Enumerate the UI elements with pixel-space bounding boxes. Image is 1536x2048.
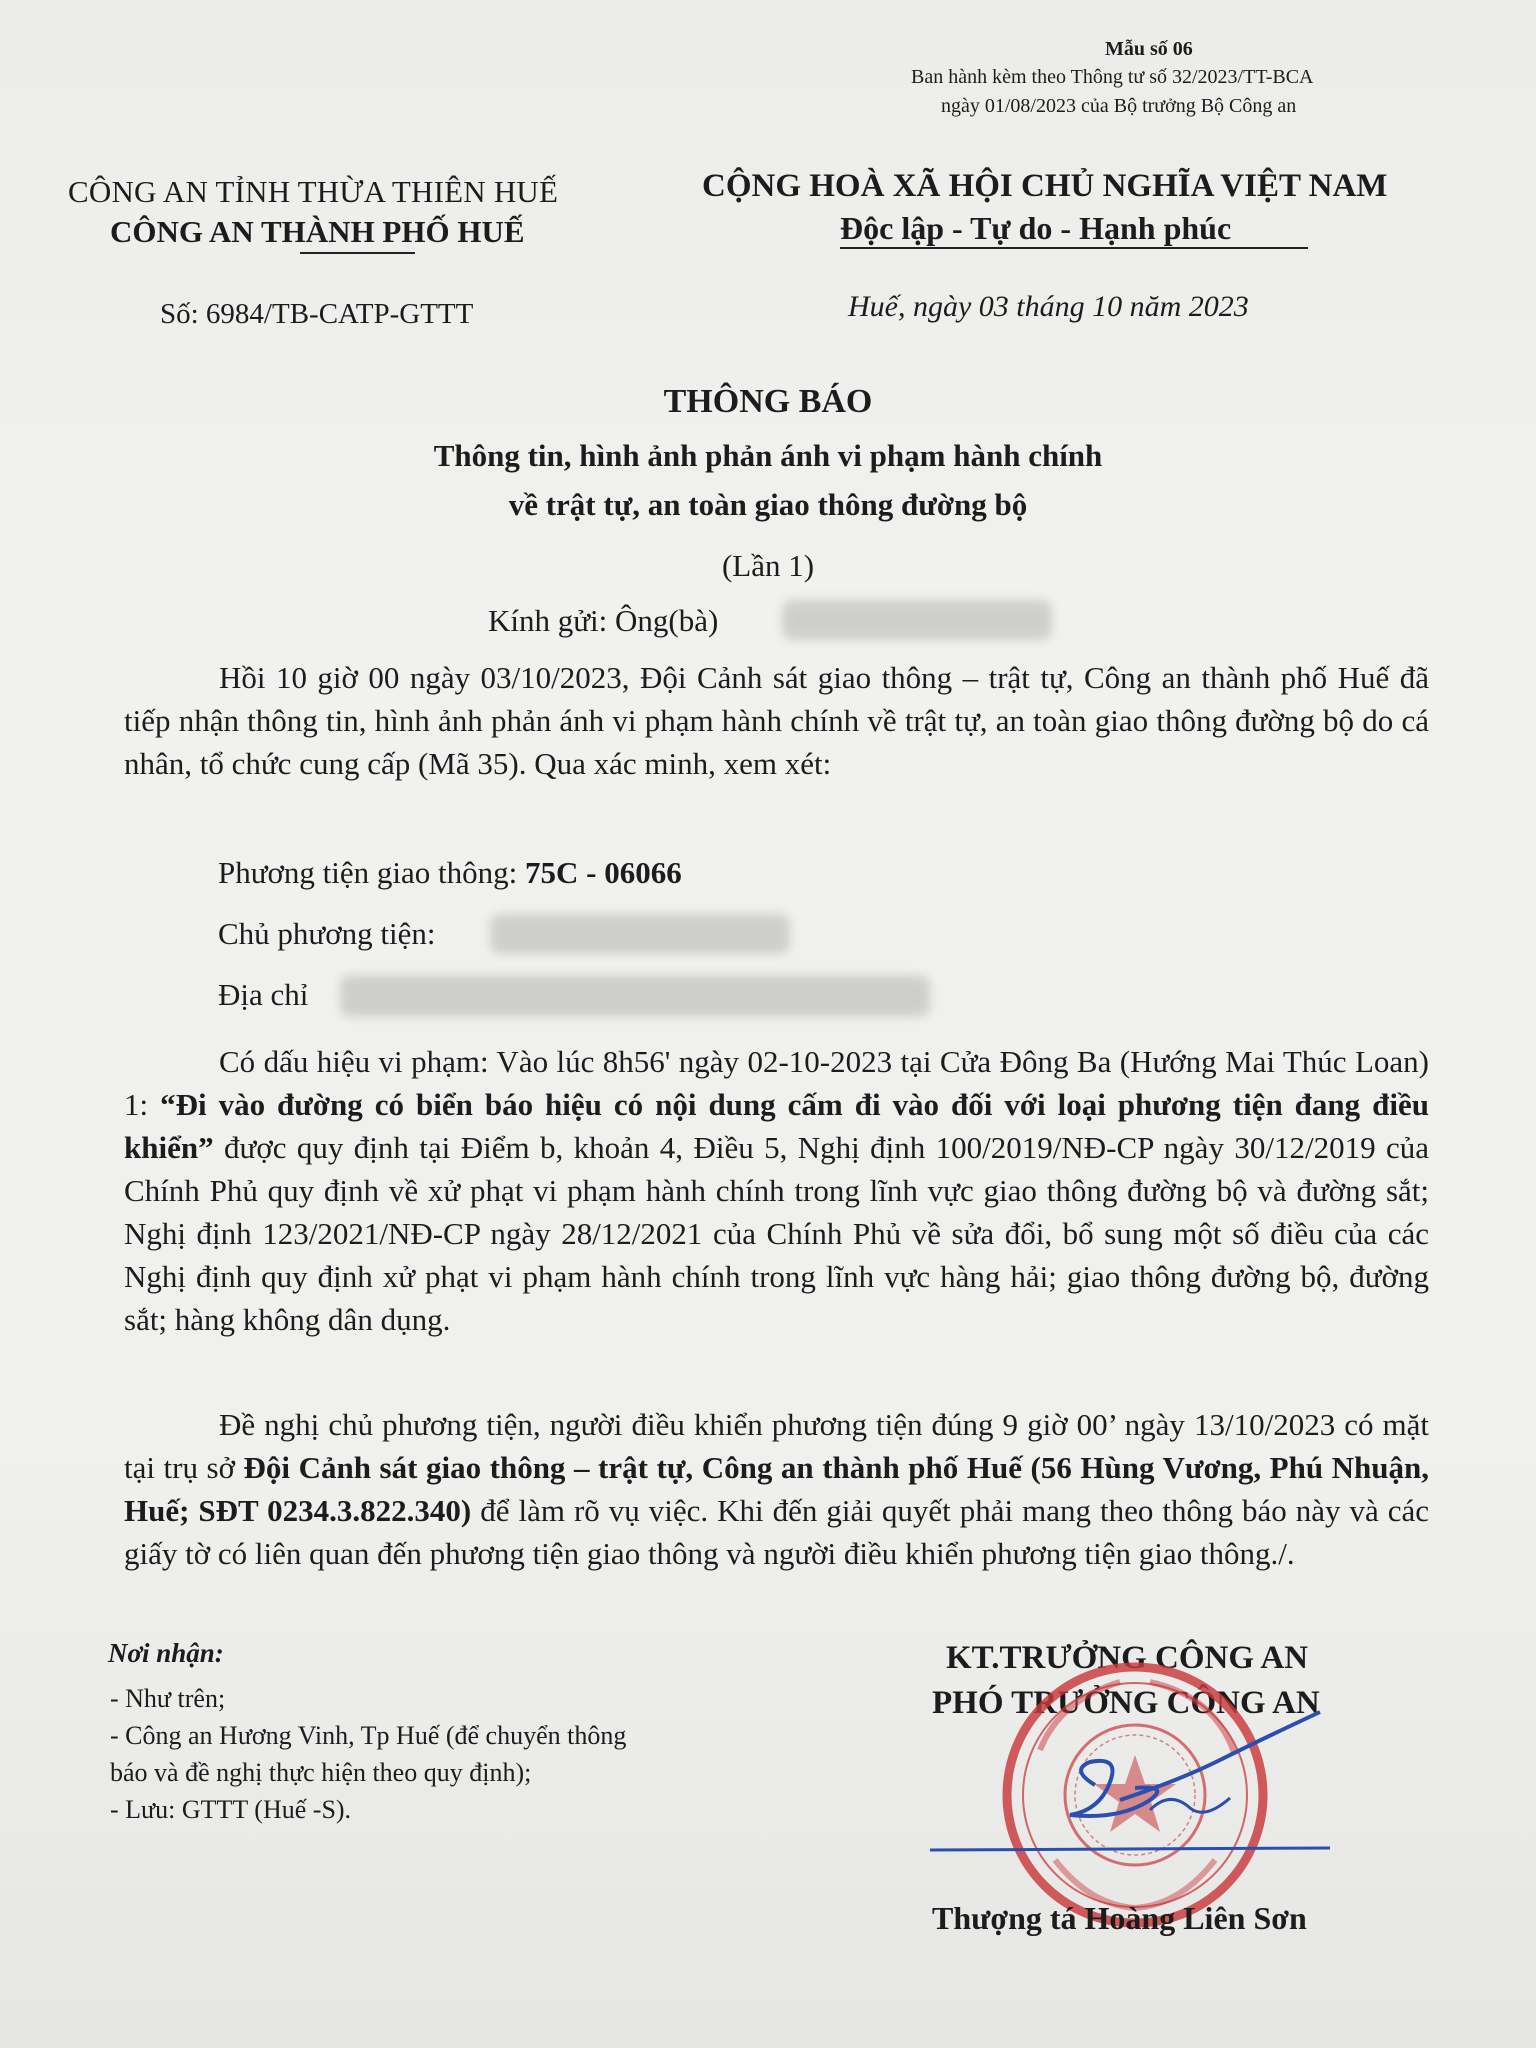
recipient-item-2a: - Công an Hương Vinh, Tp Huế (để chuyển thông xyxy=(110,1721,627,1750)
attempt-number: (Lần 1) xyxy=(721,548,815,583)
paragraph-summons xyxy=(124,1403,1429,1575)
recipients-title: Nơi nhận: xyxy=(108,1638,224,1668)
violation-text-c: được quy định tại Điểm b, khoản 4, Điều 5, Nghị định 100/2019/NĐ-CP ngày 30/12/2019 của Chính Phủ quy định về xử phạt vi phạm hành chính trong lĩnh vực giao thông đường bộ và đường sắt; Nghị định 123/2021/NĐ-CP ngày 28/12/2021 của Chính Phủ về sửa đổi, bổ sung một số điều của các Nghị định quy định xử phạt vi phạm hành chính trong lĩnh vực hàng hải; giao thông đường bộ, đường sắt; hàng không dân dụng. xyxy=(124,1130,1429,1337)
redacted-owner xyxy=(490,914,790,954)
owner-label: Chủ phương tiện: xyxy=(218,916,436,951)
form-issuance-line1: Ban hành kèm theo Thông tư số 32/2023/TT-BCA xyxy=(911,66,1314,88)
signature-title-1: KT.TRƯỞNG CÔNG AN xyxy=(946,1640,1309,1676)
violation-description: “Đi vào đường có biển báo hiệu có nội dung cấm đi vào đối với loại phương tiện đang điều khiển” xyxy=(124,1087,1429,1165)
document-title: THÔNG BÁO xyxy=(663,383,873,420)
violation-text-a: Có dấu hiệu vi phạm: Vào lúc 8h56' ngày 02-10-2023 tại Cửa Đông Ba (Hướng Mai Thúc Loan) 1: xyxy=(124,1044,1429,1122)
paragraph-violation xyxy=(124,1040,1429,1341)
form-issuance-line2: ngày 01/08/2023 của Bộ trưởng Bộ Công an xyxy=(941,95,1297,117)
org-underline xyxy=(300,252,415,254)
summons-text-a: Đề nghị chủ phương tiện, người điều khiển phương tiện đúng 9 giờ 00’ ngày 13/10/2023 có mặt tại trụ sở xyxy=(124,1407,1429,1485)
recipient-item-2b: báo và đề nghị thực hiện theo quy định); xyxy=(110,1758,532,1787)
summons-text-c: để làm rõ vụ việc. Khi đến giải quyết phải mang theo thông báo này và các giấy tờ có liên quan đến phương tiện giao thông và người điều khiển phương tiện giao thông./. xyxy=(124,1493,1429,1571)
national-motto: Độc lập - Tự do - Hạnh phúc xyxy=(840,210,1232,246)
summons-office: Đội Cảnh sát giao thông – trật tự, Công an thành phố Huế (56 Hùng Vương, Phú Nhuận, Huế; SĐT 0234.3.822.340) xyxy=(124,1450,1429,1528)
org-name: CÔNG AN THÀNH PHỐ HUẾ xyxy=(110,214,525,249)
document-number: Số: 6984/TB-CATP-GTTT xyxy=(160,298,474,330)
vehicle-label: Phương tiện giao thông: xyxy=(218,855,518,890)
motto-underline xyxy=(840,247,1308,249)
signature-title-2: PHÓ TRƯỞNG CÔNG AN xyxy=(932,1685,1320,1721)
document-subtitle-2: về trật tự, an toàn giao thông đường bộ xyxy=(508,487,1028,522)
salutation: Kính gửi: Ông(bà) xyxy=(488,603,719,638)
paragraph-intro: Hồi 10 giờ 00 ngày 03/10/2023, Đội Cảnh sát giao thông – trật tự, Công an thành phố Huế đã tiếp nhận thông tin, hình ảnh phản ánh vi phạm hành chính về trật tự, an toàn giao thông đường bộ do cá nhân, tổ chức cung cấp (Mã 35). Qua xác minh, xem xét: xyxy=(124,660,1429,781)
org-parent: CÔNG AN TỈNH THỪA THIÊN HUẾ xyxy=(68,174,559,209)
document-subtitle-1: Thông tin, hình ảnh phản ánh vi phạm hành chính xyxy=(433,438,1103,473)
handwritten-signature xyxy=(920,1690,1340,1890)
form-number: Mẫu số 06 xyxy=(1105,38,1193,60)
signer-name: Thượng tá Hoàng Liên Sơn xyxy=(932,1900,1307,1936)
recipient-item-3: - Lưu: GTTT (Huế -S). xyxy=(110,1795,352,1824)
address-label: Địa chỉ xyxy=(218,977,309,1012)
vehicle-plate: 75C - 06066 xyxy=(525,855,682,890)
nation-name: CỘNG HOÀ XÃ HỘI CHỦ NGHĨA VIỆT NAM xyxy=(702,168,1388,204)
recipient-item-1: - Như trên; xyxy=(110,1684,226,1713)
redacted-recipient-name xyxy=(782,600,1052,640)
redacted-address xyxy=(340,975,930,1017)
vehicle-field xyxy=(218,855,682,891)
document-date: Huế, ngày 03 tháng 10 năm 2023 xyxy=(848,290,1249,323)
